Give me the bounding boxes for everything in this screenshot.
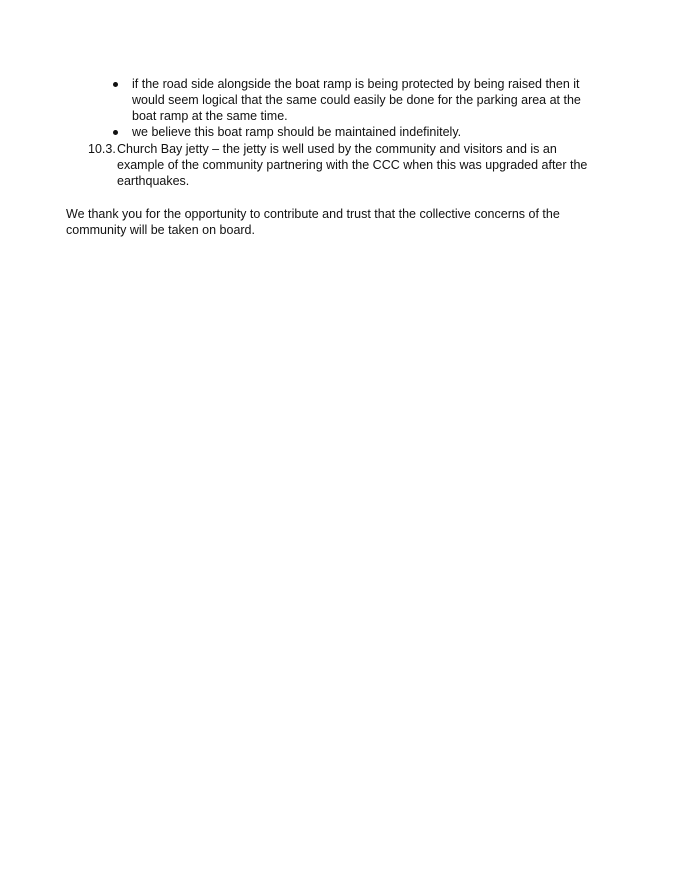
item-text: Church Bay jetty – the jetty is well used by the community and visitors and is an example of the community partnering with the CCC when this was upgraded after the earthquakes. [117, 142, 588, 188]
bullet-text: we believe this boat ramp should be maintained indefinitely. [132, 125, 462, 139]
closing-paragraph: We thank you for the opportunity to contribute and trust that the collective concerns of the community will be taken on board. [66, 207, 560, 237]
bullet-icon [113, 130, 118, 135]
bullet-text: if the road side alongside the boat ramp is being protected by being raised then it would seem logical that the same could easily be done for the parking area at the boat ramp at the same time. [132, 77, 581, 123]
bullet-icon [113, 82, 118, 87]
numbered-item [88, 141, 598, 189]
item-number: 10.3. [88, 142, 116, 156]
list-item [113, 76, 593, 124]
list-item [113, 124, 593, 140]
bullet-list [113, 76, 593, 140]
